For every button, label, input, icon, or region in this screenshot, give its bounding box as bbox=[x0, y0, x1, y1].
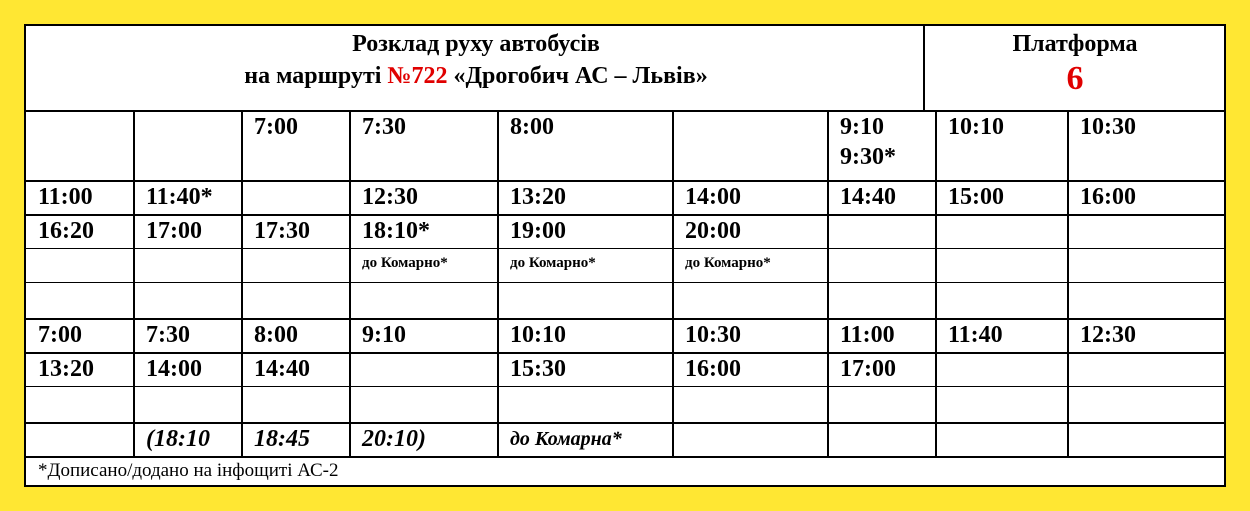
departure-time: 18:45 bbox=[254, 426, 310, 452]
departure-time: 7:30 bbox=[146, 322, 190, 348]
departure-time-line: 9:10 bbox=[840, 114, 884, 140]
departure-time: 13:20 bbox=[38, 356, 94, 382]
departure-time-line: 9:30* bbox=[840, 144, 896, 170]
schedule-sheet bbox=[24, 24, 1226, 487]
departure-time: 12:30 bbox=[362, 184, 418, 210]
departure-time: 19:00 bbox=[510, 218, 566, 244]
column-line bbox=[349, 110, 351, 456]
departure-time: 14:00 bbox=[146, 356, 202, 382]
row-line bbox=[26, 352, 1224, 354]
departure-time: 17:00 bbox=[146, 218, 202, 244]
column-line bbox=[133, 110, 135, 456]
departure-time: 11:00 bbox=[840, 322, 895, 348]
departure-time: 12:30 bbox=[1080, 322, 1136, 348]
platform-box bbox=[926, 28, 1224, 98]
departure-time: 14:40 bbox=[840, 184, 896, 210]
row-line bbox=[26, 386, 1224, 387]
row-line bbox=[26, 422, 1224, 424]
schedule-title bbox=[26, 28, 926, 92]
departure-time: до Комарна* bbox=[510, 428, 622, 450]
column-line bbox=[935, 110, 937, 456]
departure-time: 10:10 bbox=[948, 114, 1004, 140]
departure-time: 16:20 bbox=[38, 218, 94, 244]
header-divider bbox=[923, 26, 925, 110]
column-line bbox=[827, 110, 829, 456]
departure-time: 14:40 bbox=[254, 356, 310, 382]
departure-time: 8:00 bbox=[254, 322, 298, 348]
route-note: до Комарно* bbox=[510, 255, 596, 271]
departure-time: 20:00 bbox=[685, 218, 741, 244]
departure-time: 7:30 bbox=[362, 114, 406, 140]
departure-time: 11:40* bbox=[146, 184, 213, 210]
row-line bbox=[26, 282, 1224, 283]
footnote: *Дописано/додано на інфощиті АС-2 bbox=[38, 460, 339, 481]
row-line bbox=[26, 214, 1224, 216]
departure-time: 17:00 bbox=[840, 356, 896, 382]
title-prefix: на маршруті bbox=[244, 63, 388, 89]
route-name: «Дрогобич АС – Львів» bbox=[447, 63, 708, 89]
departure-time: 8:00 bbox=[510, 114, 554, 140]
departure-time: 7:00 bbox=[38, 322, 82, 348]
row-line bbox=[26, 248, 1224, 249]
departure-time: 7:00 bbox=[254, 114, 298, 140]
departure-time: 9:10 bbox=[362, 322, 406, 348]
departure-time: 18:10* bbox=[362, 218, 430, 244]
departure-time: 10:30 bbox=[685, 322, 741, 348]
row-line bbox=[26, 110, 1224, 112]
route-note: до Комарно* bbox=[685, 255, 771, 271]
departure-time: (18:10 bbox=[146, 426, 210, 452]
departure-time: 11:00 bbox=[38, 184, 93, 210]
departure-time: 15:30 bbox=[510, 356, 566, 382]
column-line bbox=[497, 110, 499, 456]
route-number: №722 bbox=[387, 63, 448, 89]
departure-time: 10:10 bbox=[510, 322, 566, 348]
departure-time: 15:00 bbox=[948, 184, 1004, 210]
route-note: до Комарно* bbox=[362, 255, 448, 271]
column-line bbox=[1067, 110, 1069, 456]
row-line bbox=[26, 318, 1224, 320]
departure-time: 16:00 bbox=[1080, 184, 1136, 210]
departure-time: 14:00 bbox=[685, 184, 741, 210]
row-line bbox=[26, 456, 1224, 458]
platform-number: 6 bbox=[1066, 60, 1084, 97]
column-line bbox=[241, 110, 243, 456]
platform-label: Платформа bbox=[1012, 31, 1138, 57]
departure-time: 20:10) bbox=[362, 426, 426, 452]
title-line-2 bbox=[26, 60, 926, 92]
title-line-1: Розклад руху автобусів bbox=[352, 31, 600, 57]
departure-time bbox=[840, 112, 896, 172]
departure-time: 10:30 bbox=[1080, 114, 1136, 140]
row-line bbox=[26, 180, 1224, 182]
departure-time: 16:00 bbox=[685, 356, 741, 382]
column-line bbox=[672, 110, 674, 456]
departure-time: 11:40 bbox=[948, 322, 1003, 348]
departure-time: 13:20 bbox=[510, 184, 566, 210]
departure-time: 17:30 bbox=[254, 218, 310, 244]
